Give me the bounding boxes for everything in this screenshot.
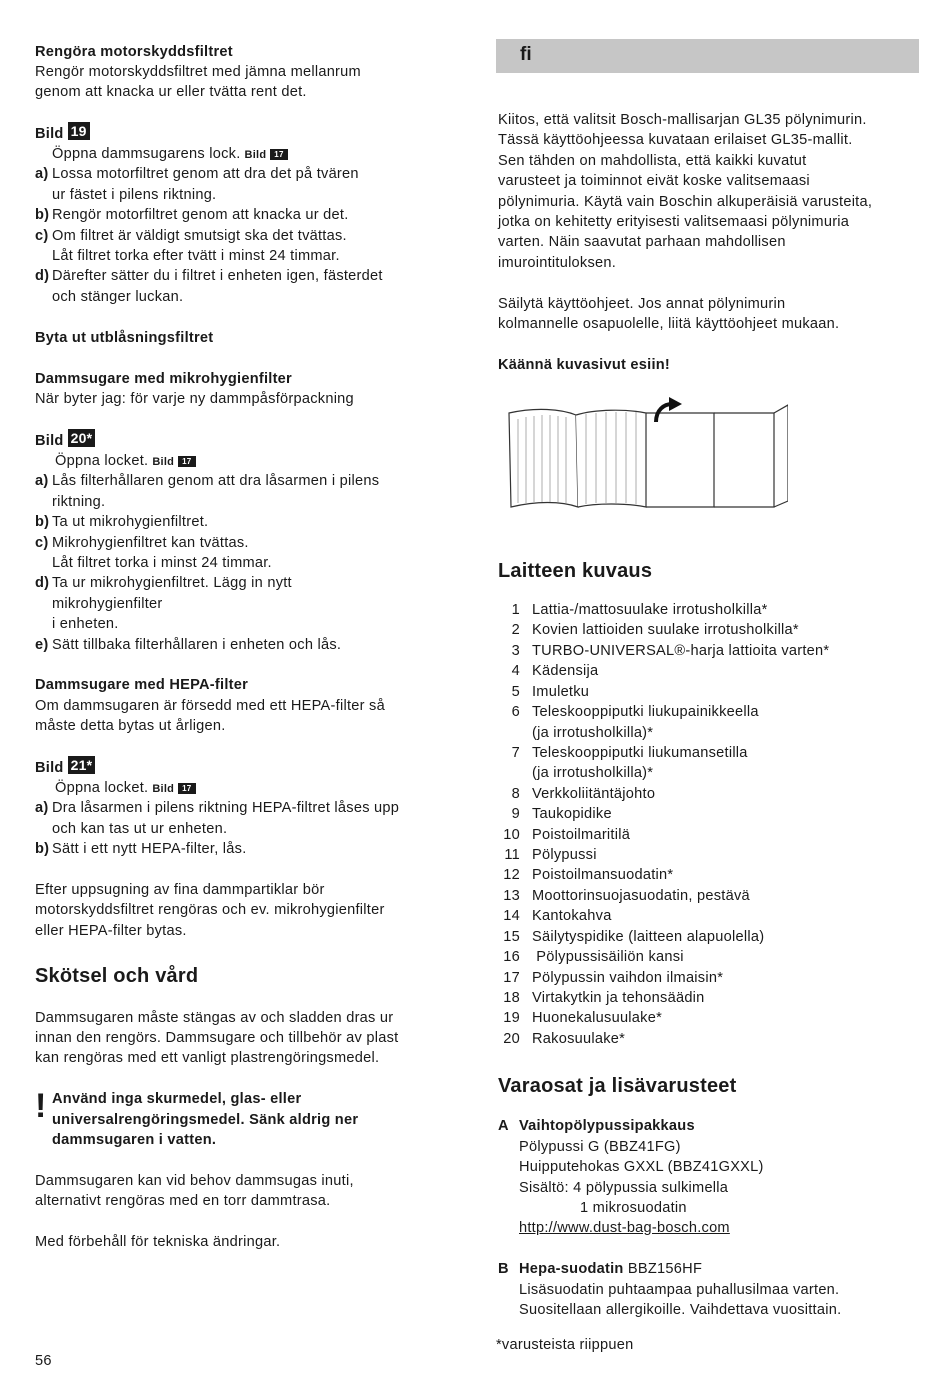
figure-ref-19: Bild 19 bbox=[35, 122, 90, 144]
paragraph-line: genom att knacka ur eller tvätta rent det. bbox=[35, 84, 307, 100]
figure-ref-21: Bild 21* bbox=[35, 756, 95, 778]
list-item-text: Kovien lattioiden suulake irrotusholkilla* bbox=[532, 622, 799, 639]
list-item-text: Moottorinsuojasuodatin, pestävä bbox=[532, 887, 750, 904]
step-d-cont: och stänger luckan. bbox=[52, 289, 184, 305]
step-d-cont: mikrohygienfilter bbox=[52, 596, 163, 612]
warning-line: universalrengöringsmedel. Sänk aldrig ner bbox=[52, 1112, 359, 1128]
warning-line: Använd inga skurmedel, glas- eller bbox=[52, 1091, 302, 1107]
list-item-number: 4 bbox=[511, 663, 520, 680]
list-item-number: 7 bbox=[511, 744, 520, 761]
list-item-text: Säilytyspidike (laitteen alapuolella) bbox=[532, 928, 765, 945]
language-code: fi bbox=[520, 44, 532, 65]
list-item-number: 15 bbox=[503, 928, 520, 945]
keep-line: Säilytä käyttöohjeet. Jos annat pölynimurin bbox=[498, 296, 786, 312]
item-label-A: A bbox=[498, 1118, 509, 1134]
list-item-text: Imuletku bbox=[532, 683, 590, 700]
list-item-number: 10 bbox=[503, 826, 520, 843]
list-item-text: Lattia-/mattosuulake irrotusholkilla* bbox=[532, 602, 768, 618]
list-item-text: (ja irrotusholkilla)* bbox=[532, 724, 654, 741]
section-title-exhaust-filter: Byta ut utblåsningsfiltret bbox=[35, 330, 214, 346]
item-line: 1 mikrosuodatin bbox=[580, 1200, 687, 1216]
step-open: Öppna locket. Bild 17 bbox=[55, 451, 196, 472]
figure-number-badge: 17 bbox=[270, 149, 287, 160]
list-item-number: 18 bbox=[503, 989, 520, 1006]
list-item-number: 1 bbox=[511, 602, 520, 618]
section-title-microhygiene: Dammsugare med mikrohygienfilter bbox=[35, 371, 292, 387]
list-item-text: Poistoilmansuodatin* bbox=[532, 867, 674, 884]
list-item-number: 9 bbox=[511, 806, 520, 823]
list-item-number: 20 bbox=[503, 1030, 520, 1047]
list-item-number: 16 bbox=[503, 949, 520, 966]
item-line: Pölypussi G (BBZ41FG) bbox=[519, 1139, 681, 1155]
step-d-cont: i enheten. bbox=[52, 616, 119, 632]
list-item-number: 8 bbox=[511, 785, 520, 802]
keep-line: kolmannelle osapuolelle, liitä käyttöohjeet mukaan. bbox=[498, 316, 840, 332]
paragraph-line: När byter jag: för varje ny dammpåsförpackning bbox=[35, 391, 354, 407]
intro-line: Sen tähden on mahdollista, että kaikki kuvatut bbox=[498, 153, 807, 169]
paragraph-line: alternativt rengöras med en torr dammtrasa. bbox=[35, 1193, 331, 1209]
heading-device-description: Laitteen kuvaus bbox=[498, 560, 653, 582]
list-item-number: 6 bbox=[511, 704, 520, 721]
paragraph-line: Dammsugaren måste stängas av och sladden dras ur bbox=[35, 1010, 394, 1026]
warning-icon: ! bbox=[35, 1087, 47, 1125]
figure-number-badge: 19 bbox=[68, 122, 90, 140]
paragraph-line: Rengör motorskyddsfiltret med jämna mellanrum bbox=[35, 64, 361, 80]
step-open: Öppna locket. Bild 17 bbox=[55, 778, 196, 799]
list-item-text: Kädensija bbox=[532, 663, 599, 680]
list-item-number: 13 bbox=[503, 887, 520, 904]
intro-line: Kiitos, että valitsit Bosch-mallisarjan GL35 pölynimurin. bbox=[498, 112, 867, 128]
paragraph-line: eller HEPA-filter bytas. bbox=[35, 923, 187, 939]
footnote: *varusteista riippuen bbox=[496, 1337, 634, 1353]
list-item-number: 11 bbox=[504, 847, 520, 864]
warning-line: dammsugaren i vatten. bbox=[52, 1132, 217, 1148]
paragraph-line: måste detta bytas ut årligen. bbox=[35, 718, 226, 734]
list-item-text: Poistoilmaritilä bbox=[532, 826, 631, 843]
paragraph-line: innan den rengörs. Dammsugare och tillbehör av plast bbox=[35, 1030, 399, 1046]
step-c-cont: Låt filtret torka efter tvätt i minst 24 timmar. bbox=[52, 248, 340, 264]
paragraph-line: Med förbehåll för tekniska ändringar. bbox=[35, 1234, 281, 1250]
intro-line: jotka on kehitetty erityisesti valitsemaasi pölynimuria bbox=[498, 214, 850, 230]
list-item-text: Verkkoliitäntäjohto bbox=[532, 785, 656, 802]
step-open: Öppna dammsugarens lock. Bild 17 bbox=[52, 144, 288, 165]
list-item-text: TURBO-UNIVERSAL®-harja lattioita varten* bbox=[532, 642, 830, 659]
intro-line: Tässä käyttöohjeessa kuvataan erilaiset GL35-mallit. bbox=[498, 132, 853, 148]
list-item-text: (ja irrotusholkilla)* bbox=[532, 765, 654, 782]
paragraph-line: Om dammsugaren är försedd med ett HEPA-filter så bbox=[35, 698, 385, 714]
heading-care: Skötsel och vård bbox=[35, 965, 199, 987]
heading-spare-parts: Varaosat ja lisävarusteet bbox=[498, 1075, 737, 1097]
list-item-number: 14 bbox=[503, 908, 520, 925]
section-title-hepa: Dammsugare med HEPA-filter bbox=[35, 677, 249, 693]
figure-number-badge: 20* bbox=[68, 429, 96, 447]
list-item-text: Rakosuulake* bbox=[532, 1030, 626, 1047]
step-c-cont: Låt filtret torka i minst 24 timmar. bbox=[52, 555, 272, 571]
list-item-number: 2 bbox=[511, 622, 520, 639]
list-item-text: Pölypussisäiliön kansi bbox=[532, 949, 684, 966]
page-number: 56 bbox=[35, 1353, 52, 1369]
list-item-text: Teleskooppiputki liukupainikkeella bbox=[532, 704, 759, 721]
language-band bbox=[496, 39, 919, 73]
list-item-text: Pölypussi bbox=[532, 847, 597, 864]
list-item-text: Taukopidike bbox=[532, 806, 612, 823]
list-item-number: 12 bbox=[503, 867, 520, 884]
list-item-text: Huonekalusuulake* bbox=[532, 1010, 663, 1027]
list-item-text: Kantokahva bbox=[532, 908, 612, 925]
item-title-A: Vaihtopölypussipakkaus bbox=[519, 1118, 695, 1134]
item-line: Huipputehokas GXXL (BBZ41GXXL) bbox=[519, 1159, 764, 1175]
item-title-B: Hepa-suodatin BBZ156HF bbox=[519, 1261, 703, 1277]
fold-out-pages-illustration bbox=[506, 395, 788, 517]
intro-line: imurointituloksen. bbox=[498, 255, 617, 271]
paragraph-line: Dammsugaren kan vid behov dammsugas inuti, bbox=[35, 1173, 354, 1189]
dust-bag-link[interactable]: http://www.dust-bag-bosch.com bbox=[519, 1220, 730, 1236]
figure-number-badge: 17 bbox=[178, 783, 195, 794]
list-item-text: Pölypussin vaihdon ilmaisin* bbox=[532, 969, 724, 986]
paragraph-line: kan rengöras med ett vanligt plastrengöringsmedel. bbox=[35, 1050, 380, 1066]
intro-line: varten. Näin saavutat parhaan mahdollisen bbox=[498, 234, 786, 250]
step-a-cont: riktning. bbox=[52, 494, 106, 510]
list-item-number: 17 bbox=[503, 969, 520, 986]
step-a-cont: ur fästet i pilens riktning. bbox=[52, 187, 217, 203]
list-item-text: Teleskooppiputki liukumansetilla bbox=[532, 744, 748, 761]
item-line: Lisäsuodatin puhtaampaa puhallusilmaa varten. bbox=[519, 1282, 840, 1298]
turn-pages-note: Käännä kuvasivut esiin! bbox=[498, 357, 671, 373]
item-line: Suositellaan allergikoille. Vaihdettava vuosittain. bbox=[519, 1302, 842, 1318]
list-item-number: 5 bbox=[511, 683, 520, 700]
list-item-number: 19 bbox=[503, 1010, 520, 1027]
section-title-motor-filter: Rengöra motorskyddsfiltret bbox=[35, 44, 233, 60]
paragraph-line: Efter uppsugning av fina dammpartiklar bör bbox=[35, 882, 325, 898]
step-a-cont: och kan tas ut ur enheten. bbox=[52, 821, 228, 837]
intro-line: varusteet ja toiminnot eivät koske valitsemaasi bbox=[498, 173, 810, 189]
figure-number-badge: 21* bbox=[68, 756, 96, 774]
list-item-number: 3 bbox=[511, 642, 520, 659]
paragraph-line: motorskyddsfiltret rengöras och ev. mikrohygienfilter bbox=[35, 902, 385, 918]
item-line: Sisältö: 4 pölypussia sulkimella bbox=[519, 1180, 729, 1196]
figure-number-badge: 17 bbox=[178, 456, 195, 467]
list-item-text: Virtakytkin ja tehonsäädin bbox=[532, 989, 705, 1006]
intro-line: pölynimuria. Käytä vain Boschin alkuperäisiä varusteita, bbox=[498, 194, 873, 210]
figure-ref-20: Bild 20* bbox=[35, 429, 95, 451]
item-label-B: B bbox=[498, 1261, 509, 1277]
